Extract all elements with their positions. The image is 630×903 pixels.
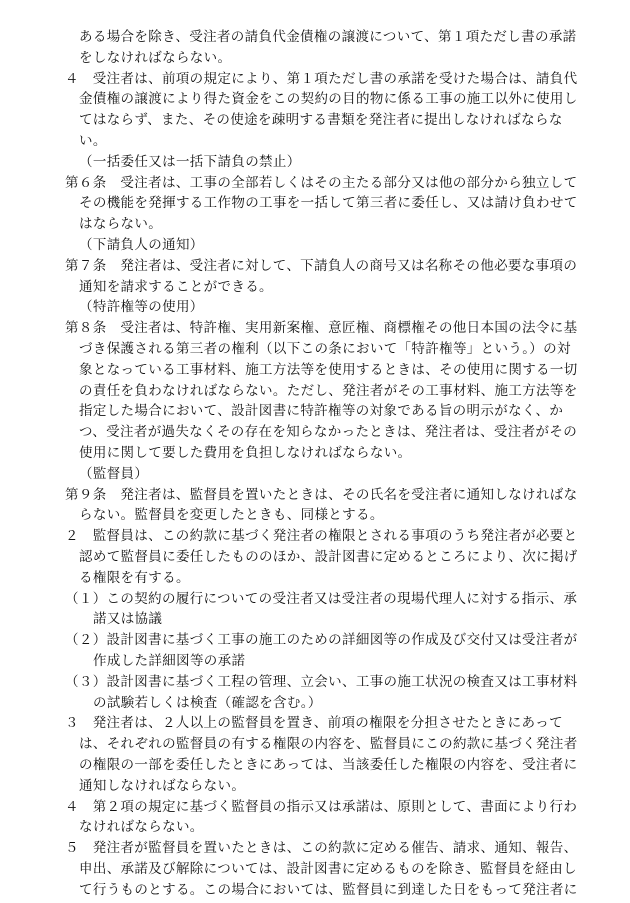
article-line: 第７条 発注者は、受注者に対して、下請負人の商号又は名称その他必要な事項の bbox=[65, 257, 578, 274]
section-heading: （一括委任又は一括下請負の禁止） bbox=[79, 153, 301, 170]
text-line: 使用に関して要した費用を負担しなければならない。 bbox=[79, 445, 412, 461]
text-line: ２ 監督員は、この約款に基づく発注者の権限とされる事項のうち発注者が必要と bbox=[65, 528, 578, 545]
article-line: 第６条 受注者は、工事の全部若しくはその主たる部分又は他の部分から独立して bbox=[65, 174, 578, 191]
text-line: の試験若しくは検査（確認を含む。） bbox=[93, 694, 322, 711]
text-line: らない。監督員を変更したときも、同様とする。 bbox=[79, 507, 384, 524]
text-line: 通知しなければならない。 bbox=[79, 777, 246, 794]
text-line: 諾又は協議 bbox=[93, 611, 163, 628]
text-line: の権限の一部を委任したときにあっては、当該委任した権限の内容を、受注者に bbox=[79, 757, 578, 773]
list-item-line: （２）設計図書に基づく工事の施工のための詳細図等の作成及び交付又は受注者が bbox=[65, 632, 578, 649]
text-line: ある場合を除き、受注者の請負代金債権の譲渡について、第１項ただし書の承諾 bbox=[79, 29, 577, 45]
text-line: て行うものとする。この場合においては、監督員に到達した日をもって発注者に bbox=[79, 881, 578, 898]
text-line: 作成した詳細図等の承諾 bbox=[93, 653, 246, 669]
section-heading: （下請負人の通知） bbox=[79, 237, 204, 253]
text-line: つ、受注者が過失なくその存在を知らなかったときは、発注者は、受注者がその bbox=[79, 424, 578, 441]
text-line: づき保護される第三者の権利（以下この条において「特許権等」という。）の対 bbox=[79, 341, 571, 357]
article-line: 第８条 受注者は、特許権、実用新案権、意匠権、商標権その他日本国の法令に基 bbox=[65, 320, 578, 337]
text-line: 申出、承諾及び解除については、設計図書に定めるものを除き、監督員を経由し bbox=[79, 861, 577, 877]
text-line: ３ 発注者は、２人以上の監督員を置き、前項の権限を分担させたときにあって bbox=[65, 715, 563, 732]
article-line: 第９条 発注者は、監督員を置いたときは、その氏名を受注者に通知しなければな bbox=[65, 486, 578, 503]
text-line: の責任を負わなければならない。ただし、発注者がその工事材料、施工方法等を bbox=[79, 382, 578, 399]
text-line: 金債権の譲渡により得た資金をこの契約の目的物に係る工事の施工以外に使用し bbox=[79, 91, 578, 108]
section-heading: （監督員） bbox=[79, 465, 149, 482]
text-line: 指定した場合において、設計図書に特許権等の対象である旨の明示がなく、か bbox=[79, 403, 564, 420]
text-line: ４ 受注者は、前項の規定により、第１項ただし書の承諾を受けた場合は、請負代 bbox=[65, 70, 578, 87]
list-item-line: （１）この契約の履行についての受注者又は受注者の現場代理人に対する指示、承 bbox=[65, 590, 578, 607]
text-line: ４ 第２項の規定に基づく監督員の指示又は承諾は、原則として、書面により行わ bbox=[65, 798, 578, 815]
text-line: ５ 発注者が監督員を置いたときは、この約款に定める催告、請求、通知、報告、 bbox=[65, 840, 578, 857]
text-line: をしなければならない。 bbox=[79, 49, 232, 66]
text-line: 認めて監督員に委任したもののほか、設計図書に定めるところにより、次に掲げ bbox=[79, 549, 578, 565]
text-line: 通知を請求することができる。 bbox=[79, 278, 273, 295]
section-heading: （特許権等の使用） bbox=[79, 299, 204, 316]
list-item-line: （３）設計図書に基づく工程の管理、立会い、工事の施工状況の検査又は工事材料 bbox=[65, 673, 578, 690]
text-line: その機能を発揮する工作物の工事を一括して第三者に委任し、又は請け負わせて bbox=[79, 195, 578, 212]
text-line: は、それぞれの監督員の有する権限の内容を、監督員にこの約款に基づく発注者 bbox=[79, 736, 578, 753]
text-line: 象となっている工事材料、施工方法等を使用するときは、その使用に関する一切 bbox=[79, 361, 578, 378]
text-line: はならない。 bbox=[79, 216, 163, 233]
text-line: い。 bbox=[79, 133, 107, 149]
text-line: る権限を有する。 bbox=[79, 569, 190, 586]
text-line: なければならない。 bbox=[79, 819, 204, 836]
text-line: てはならず、また、その使途を疎明する書類を発注者に提出しなければならな bbox=[79, 112, 563, 129]
